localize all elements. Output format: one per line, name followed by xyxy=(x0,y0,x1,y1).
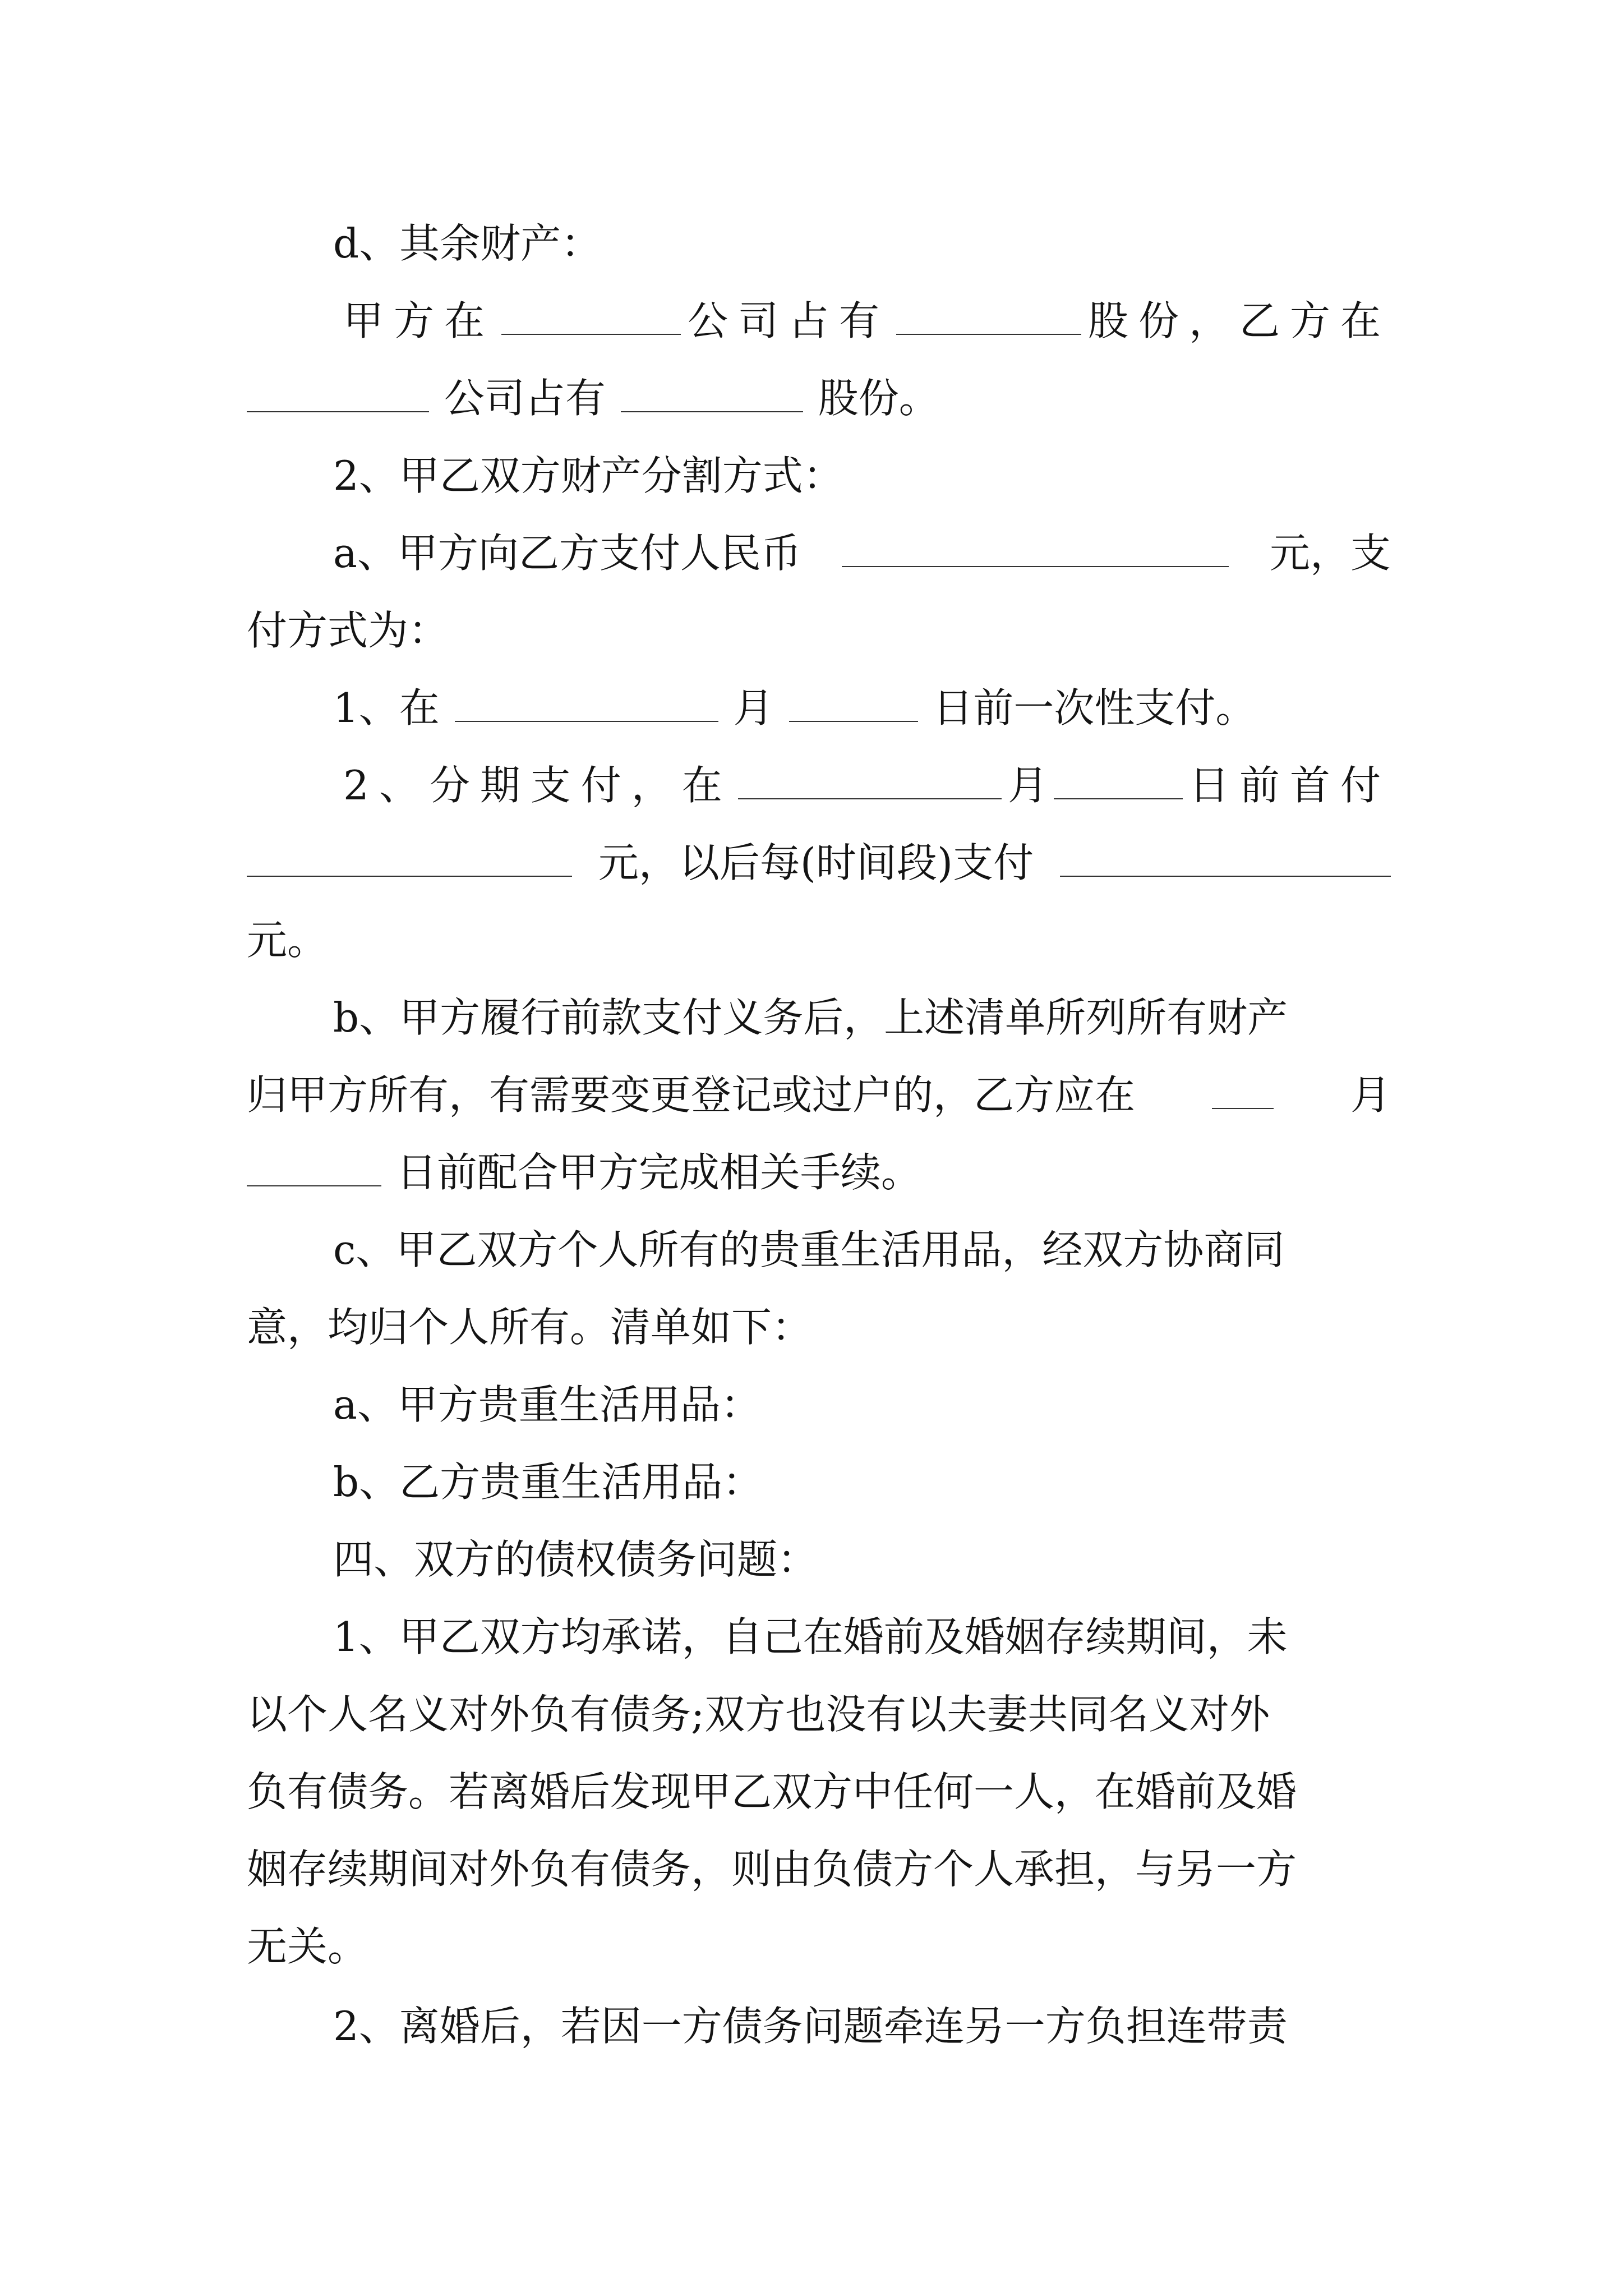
text-segment: 2、分期支付，在 xyxy=(343,762,732,809)
paragraph-valuables-line1 xyxy=(247,1211,1391,1289)
fill-blank xyxy=(501,295,681,335)
text-segment: 1、在 xyxy=(333,684,440,731)
text-segment: 月 xyxy=(1350,1071,1391,1119)
fill-blank xyxy=(1054,759,1183,799)
paragraph-installment-line3 xyxy=(247,901,1391,979)
paragraph-division-method xyxy=(247,437,1391,514)
text-line: 负有债务。若离婚后发现甲乙双方中任何一人，在婚前及婚 xyxy=(247,1768,1297,1815)
text-line: 2、甲乙双方财产分割方式： xyxy=(333,452,843,499)
text-segment: 股份，乙方在 xyxy=(1087,297,1391,344)
paragraph-other-property xyxy=(247,205,1391,282)
fill-blank xyxy=(789,682,918,722)
paragraph-payment-line2 xyxy=(247,592,1391,669)
text-segment: 月 xyxy=(1007,762,1048,809)
text-segment: 公司占有 xyxy=(687,297,889,344)
text-segment: 月 xyxy=(733,684,774,731)
paragraph-ownership-line2 xyxy=(247,1056,1391,1134)
text-segment: 公司占有 xyxy=(444,375,606,422)
paragraph-ownership-line1 xyxy=(247,979,1391,1056)
paragraph-party-a-valuables xyxy=(247,1366,1391,1443)
fill-blank xyxy=(247,836,572,877)
text-line: 无关。 xyxy=(247,1923,368,1970)
fill-blank xyxy=(621,372,803,412)
paragraph-lump-sum xyxy=(247,669,1391,747)
paragraph-debts-line1 xyxy=(247,1598,1391,1676)
fill-blank xyxy=(1060,836,1391,877)
text-line: 四、双方的债权债务问题： xyxy=(333,1536,818,1583)
fill-blank xyxy=(738,759,1002,799)
text-line: 以个人名义对外负有债务;双方也没有以夫妻共同名义对外 xyxy=(247,1691,1270,1738)
text-line: a、甲方贵重生活用品： xyxy=(333,1381,761,1428)
paragraph-debts-line2 xyxy=(247,1676,1391,1753)
text-segment: 日前首付 xyxy=(1188,762,1391,809)
text-segment: 日前配合甲方完成相关手续。 xyxy=(396,1149,921,1196)
text-line: 元。 xyxy=(247,917,328,964)
fill-blank xyxy=(1212,1069,1274,1109)
text-segment: a、甲方向乙方支付人民币 xyxy=(333,530,801,577)
fill-blank xyxy=(455,682,718,722)
paragraph-debts-line4 xyxy=(247,1830,1391,1908)
document-body xyxy=(247,205,1391,2065)
text-segment: 归甲方所有，有需要变更登记或过户的，乙方应在 xyxy=(247,1071,1136,1119)
text-line: b、乙方贵重生活用品： xyxy=(333,1458,763,1506)
text-line: 意，均归个人所有。清单如下： xyxy=(247,1304,813,1351)
text-line: 付方式为： xyxy=(247,607,449,654)
text-segment: 元，以后每(时间段)支付 xyxy=(598,839,1034,886)
text-line: 2、离婚后，若因一方债务问题牵连另一方负担连带责 xyxy=(333,2003,1288,2050)
text-line: 1、甲乙双方均承诺，自己在婚前及婚姻存续期间，未 xyxy=(333,1613,1288,1660)
fill-blank xyxy=(247,1146,381,1186)
text-segment: 元，支 xyxy=(1269,530,1391,577)
paragraph-installment-line1 xyxy=(247,747,1391,824)
paragraph-party-b-valuables xyxy=(247,1443,1391,1521)
paragraph-valuables-line2 xyxy=(247,1289,1391,1366)
paragraph-company-shares-line2 xyxy=(247,360,1391,437)
text-line: b、甲方履行前款支付义务后，上述清单所列所有财产 xyxy=(333,994,1288,1041)
paragraph-company-shares-line1 xyxy=(247,282,1391,360)
section-heading-debts xyxy=(247,1521,1391,1598)
text-segment: 股份。 xyxy=(818,375,939,422)
paragraph-debts-line5 xyxy=(247,1908,1391,1985)
text-line: 姻存续期间对外负有债务，则由负债方个人承担，与另一方 xyxy=(247,1846,1297,1893)
paragraph-debts-line3 xyxy=(247,1753,1391,1830)
text-line: d、其余财产： xyxy=(333,220,602,267)
paragraph-ownership-line3 xyxy=(247,1134,1391,1211)
paragraph-installment-line2 xyxy=(247,824,1391,901)
fill-blank xyxy=(247,372,429,412)
text-segment: 日前一次性支付。 xyxy=(933,684,1256,731)
paragraph-payment-line1 xyxy=(247,514,1391,592)
text-line: c、甲乙双方个人所有的贵重生活用品，经双方协商同 xyxy=(333,1226,1285,1273)
text-segment: 甲方在 xyxy=(343,297,495,344)
fill-blank xyxy=(896,295,1081,335)
fill-blank xyxy=(842,527,1229,567)
paragraph-joint-liability xyxy=(247,1987,1391,2065)
